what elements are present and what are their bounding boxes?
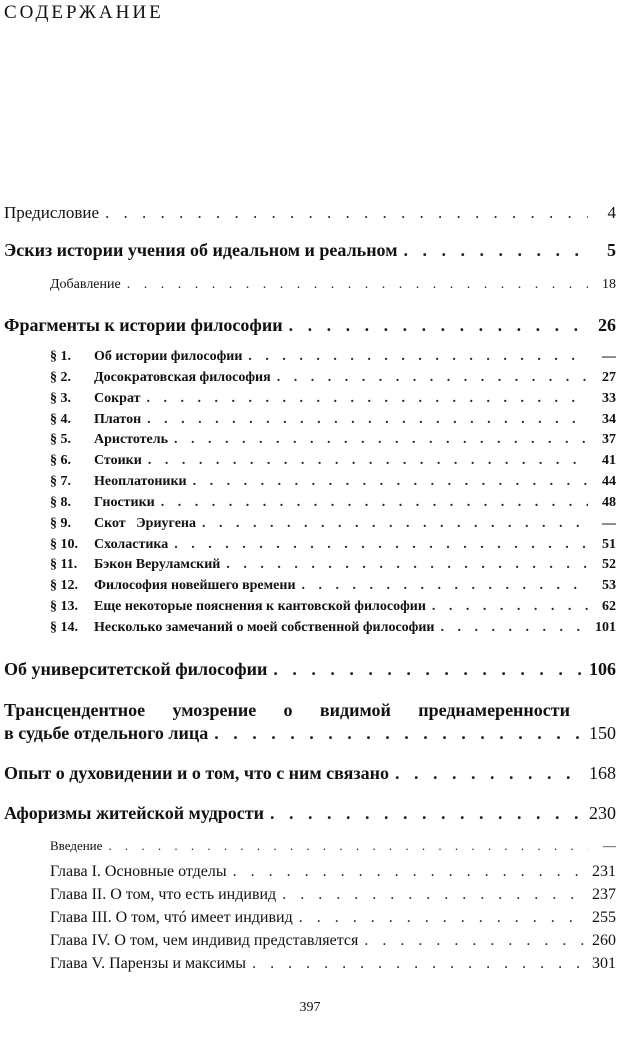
toc-section-title bbox=[50, 412, 141, 428]
toc-section-title bbox=[50, 578, 296, 594]
section-label: Сократ bbox=[94, 391, 141, 406]
toc-section-page: 44 bbox=[602, 474, 616, 489]
leader-dots bbox=[127, 277, 588, 293]
leader-dots bbox=[108, 838, 588, 854]
section-number: § 1. bbox=[50, 349, 71, 364]
section-label: Гностики bbox=[94, 495, 155, 510]
toc-entry[interactable] bbox=[4, 203, 616, 223]
toc-section-page: 27 bbox=[602, 370, 616, 385]
leader-dots bbox=[148, 453, 588, 469]
toc-section[interactable] bbox=[50, 537, 616, 553]
section-number: § 6. bbox=[50, 453, 71, 468]
section-label: Платон bbox=[94, 412, 142, 427]
leader-dots bbox=[403, 240, 588, 261]
toc-section[interactable] bbox=[50, 432, 616, 448]
toc-entry-line2 bbox=[4, 723, 616, 744]
toc-entry[interactable] bbox=[4, 763, 616, 784]
leader-dots bbox=[202, 516, 588, 532]
toc-entry[interactable] bbox=[4, 315, 616, 336]
leader-dots bbox=[282, 886, 586, 904]
toc-section-page: 41 bbox=[602, 453, 616, 468]
leader-dots bbox=[432, 599, 588, 615]
toc-section-title bbox=[50, 432, 168, 448]
toc-subentry[interactable] bbox=[50, 277, 616, 293]
toc-section-title bbox=[50, 620, 435, 636]
toc-chapter[interactable] bbox=[50, 863, 616, 881]
page-number: 397 bbox=[299, 1000, 321, 1015]
toc-chapter-title: Глава III. О том, чтó имеет индивид bbox=[50, 909, 293, 926]
leader-dots bbox=[146, 391, 588, 407]
leader-dots bbox=[273, 659, 583, 680]
toc-chapter-page: 255 bbox=[592, 909, 616, 926]
toc-chapter[interactable] bbox=[50, 955, 616, 973]
toc-entry-title: Фрагменты к истории философии bbox=[4, 315, 283, 335]
toc-section-page: 48 bbox=[602, 495, 616, 510]
leader-dots bbox=[441, 620, 589, 636]
leader-dots bbox=[233, 863, 586, 881]
section-number: § 12. bbox=[50, 578, 78, 593]
toc-entry[interactable] bbox=[4, 659, 616, 680]
toc-section[interactable] bbox=[50, 599, 616, 615]
toc-entry-page: 18 bbox=[602, 277, 616, 292]
toc-section-title bbox=[50, 453, 142, 469]
toc-section-page: — bbox=[602, 349, 616, 364]
page-title: СОДЕРЖАНИЕ bbox=[4, 2, 164, 23]
toc-entry-title: Об университетской философии bbox=[4, 659, 268, 679]
leader-dots bbox=[302, 578, 588, 594]
toc-section-title bbox=[50, 370, 271, 386]
toc-section-title bbox=[50, 474, 187, 490]
toc-entry[interactable] bbox=[4, 803, 616, 824]
toc-section-page: 62 bbox=[602, 599, 616, 614]
toc-entry-page: 150 bbox=[589, 723, 616, 743]
toc-section-page: — bbox=[602, 516, 616, 531]
leader-dots bbox=[270, 803, 583, 824]
toc-entry-title: Предисловие bbox=[4, 203, 100, 222]
toc-chapter-page: 231 bbox=[592, 863, 616, 880]
leader-dots bbox=[147, 412, 588, 428]
section-number: § 14. bbox=[50, 620, 78, 635]
section-label: Философия новейшего времени bbox=[94, 578, 296, 593]
toc-entry-page: — bbox=[603, 838, 616, 853]
toc-section-title bbox=[50, 557, 220, 573]
toc-chapter[interactable] bbox=[50, 886, 616, 904]
toc-section[interactable] bbox=[50, 412, 616, 428]
toc-entry-title: Афоризмы житейской мудрости bbox=[4, 803, 265, 823]
toc-section-page: 33 bbox=[602, 391, 616, 406]
section-number: § 8. bbox=[50, 495, 71, 510]
section-label: Еще некоторые пояснения к кантовской философии bbox=[94, 599, 426, 614]
toc-chapter[interactable] bbox=[50, 909, 616, 927]
toc-section[interactable] bbox=[50, 370, 616, 386]
section-label: Несколько замечаний о моей собственной философии bbox=[94, 620, 435, 635]
leader-dots bbox=[395, 763, 583, 784]
section-label: Об истории философии bbox=[94, 349, 243, 364]
toc-section-title bbox=[50, 391, 140, 407]
toc-chapter-title: Глава IV. О том, чем индивид представляется bbox=[50, 932, 359, 949]
leader-dots bbox=[277, 370, 588, 386]
toc-entry-title: Добавление bbox=[50, 277, 121, 292]
toc-entry[interactable] bbox=[4, 240, 616, 261]
toc-entry-page: 4 bbox=[607, 203, 616, 222]
toc-subentry[interactable] bbox=[50, 838, 616, 854]
toc-section-title bbox=[50, 349, 242, 365]
toc-section[interactable] bbox=[50, 474, 616, 490]
toc-section-page: 52 bbox=[602, 557, 616, 572]
toc-section-page: 101 bbox=[595, 620, 616, 635]
leader-dots bbox=[289, 315, 588, 336]
section-label: Скот Эриугена bbox=[94, 516, 196, 531]
section-number: § 11. bbox=[50, 557, 78, 572]
toc-chapter-title: Глава V. Парензы и максимы bbox=[50, 955, 247, 972]
toc-section-title bbox=[50, 537, 168, 553]
toc-chapter-page: 237 bbox=[592, 886, 616, 903]
toc-entry-page: 106 bbox=[589, 659, 616, 679]
toc-section-page: 34 bbox=[602, 412, 616, 427]
toc-entry-page: 230 bbox=[589, 803, 616, 823]
leader-dots bbox=[161, 495, 588, 511]
toc-entry-title-line2: в судьбе отдельного лица bbox=[4, 723, 209, 743]
toc-entry-page: 168 bbox=[589, 763, 616, 783]
section-label: Досократовская философия bbox=[94, 370, 271, 385]
section-number: § 5. bbox=[50, 432, 71, 447]
leader-dots bbox=[193, 474, 588, 490]
section-label: Неоплатоники bbox=[94, 474, 187, 489]
leader-dots bbox=[226, 557, 588, 573]
toc-section[interactable] bbox=[50, 495, 616, 511]
toc-chapter-page: 301 bbox=[592, 955, 616, 972]
leader-dots bbox=[364, 932, 586, 950]
toc-entry-multiline[interactable] bbox=[4, 700, 614, 744]
toc-section[interactable] bbox=[50, 453, 616, 469]
toc-entry-title: Введение bbox=[50, 838, 103, 853]
leader-dots bbox=[174, 537, 588, 553]
toc-entry-title-line1: Трансцендентное умозрение о видимой преднамеренности bbox=[4, 700, 570, 720]
section-label: Бэкон Веруламский bbox=[94, 557, 221, 572]
leader-dots bbox=[248, 349, 588, 365]
toc-section[interactable] bbox=[50, 391, 616, 407]
leader-dots bbox=[252, 955, 586, 973]
section-number: § 10. bbox=[50, 537, 78, 552]
section-number: § 2. bbox=[50, 370, 71, 385]
section-label: Стоики bbox=[94, 453, 142, 468]
toc-section[interactable] bbox=[50, 620, 616, 636]
toc-section-page: 53 bbox=[602, 578, 616, 593]
toc-entry-page: 5 bbox=[607, 240, 616, 260]
section-number: § 4. bbox=[50, 412, 71, 427]
toc-section[interactable] bbox=[50, 516, 616, 532]
section-label: Аристотель bbox=[94, 432, 169, 447]
leader-dots bbox=[174, 432, 588, 448]
toc-chapter-page: 260 bbox=[592, 932, 616, 949]
toc-section[interactable] bbox=[50, 557, 616, 573]
section-number: § 9. bbox=[50, 516, 71, 531]
toc-chapter-title: Глава I. Основные отделы bbox=[50, 863, 227, 880]
toc-section-title bbox=[50, 516, 196, 532]
section-number: § 13. bbox=[50, 599, 78, 614]
toc-section-page: 51 bbox=[602, 537, 616, 552]
leader-dots bbox=[214, 723, 583, 744]
toc-section-title bbox=[50, 495, 155, 511]
leader-dots bbox=[299, 909, 586, 927]
section-label: Схоластика bbox=[94, 537, 169, 552]
toc-entry-title: Опыт о духовидении и о том, что с ним связано bbox=[4, 763, 389, 783]
toc-section[interactable] bbox=[50, 349, 616, 365]
toc-section-title bbox=[50, 599, 426, 615]
toc-chapter[interactable] bbox=[50, 932, 616, 950]
leader-dots bbox=[105, 203, 588, 223]
section-number: § 3. bbox=[50, 391, 71, 406]
toc-section[interactable] bbox=[50, 578, 616, 594]
toc-entry-title: Эскиз истории учения об идеальном и реальном bbox=[4, 240, 398, 260]
section-number: § 7. bbox=[50, 474, 71, 489]
toc-section-page: 37 bbox=[602, 432, 616, 447]
toc-entry-page: 26 bbox=[598, 315, 616, 335]
toc-chapter-title: Глава II. О том, что есть индивид bbox=[50, 886, 277, 903]
